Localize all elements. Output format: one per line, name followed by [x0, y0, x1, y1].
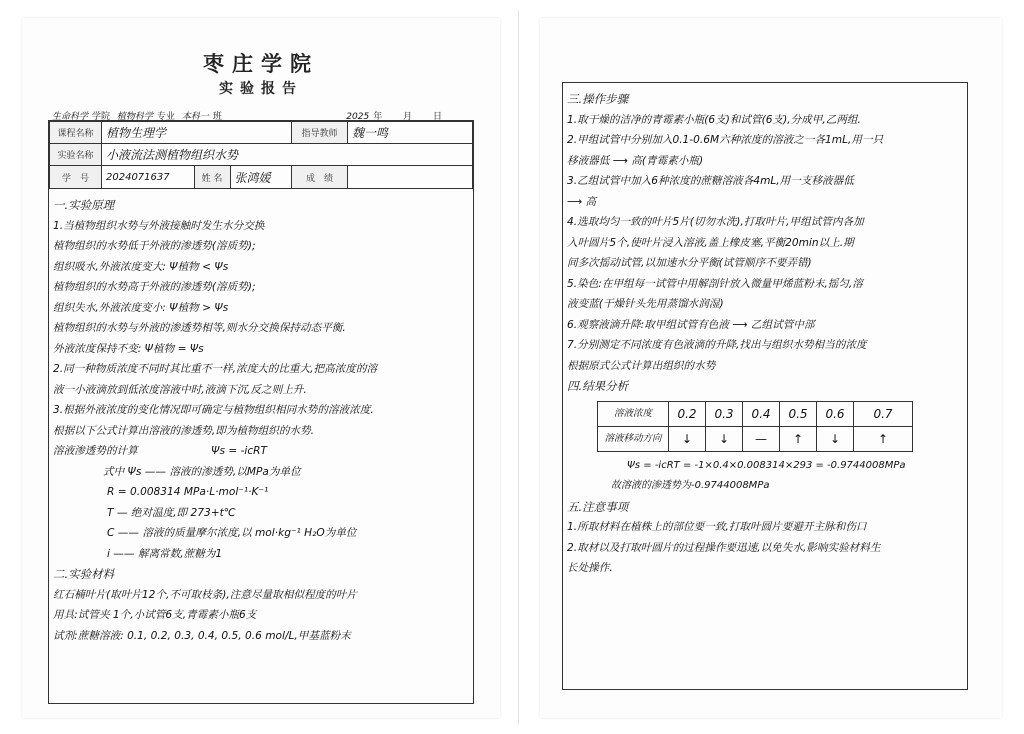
text-line: ⟶ 高 — [567, 195, 597, 208]
text-line: 植物组织的水势高于外液的渗透势(溶质势); — [53, 281, 256, 293]
month-suffix: 月 — [403, 112, 413, 122]
class-value: 本科一 — [181, 112, 209, 122]
text-line: 移液器低 ⟶ 高(青霉素小瓶) — [567, 154, 704, 167]
report-page-left — [22, 18, 500, 718]
result-cell: 0.2 — [669, 401, 706, 426]
section-heading-results: 四.结果分析 — [567, 379, 629, 393]
text-line: 外液浓度保持不变: Ψ植物 = Ψs — [53, 342, 204, 355]
college-suffix: 学院 — [92, 112, 111, 122]
report-frame-right — [562, 82, 968, 690]
procedure-section — [563, 83, 967, 579]
teacher-value: 魏一鸣 — [348, 122, 473, 144]
result-row-concentration — [598, 401, 913, 426]
year-suffix: 年 — [373, 112, 383, 122]
text-line: 7.分别测定不同浓度有色液滴的升降,找出与组织水势相当的浓度 — [567, 339, 867, 351]
section-heading-principle: 一.实验原理 — [53, 198, 115, 212]
report-frame-left — [48, 120, 474, 704]
major-suffix: 专业 — [156, 112, 175, 122]
text-line: 组织吸水,外液浓度变大: Ψ植物 < Ψs — [53, 260, 229, 273]
teacher-label: 指导教师 — [292, 122, 348, 144]
result-cell: 0.4 — [743, 401, 780, 426]
legend-line: i —— 解离常数,蔗糖为1 — [107, 547, 223, 560]
result-cell: 0.7 — [854, 401, 913, 426]
name-label: 姓 名 — [194, 166, 230, 188]
text-line: 用具:试管夹 1个,小试管6支,青霉素小瓶6支 — [53, 609, 257, 621]
name-value: 张鸿媛 — [230, 166, 291, 188]
major-value: 植物科学 — [116, 112, 153, 122]
text-line: 入叶圆片5个,使叶片浸入溶液,盖上橡皮塞,平衡20min以上.期 — [567, 236, 854, 249]
legend-line: 式中 Ψs —— 溶液的渗透势,以MPa为单位 — [103, 465, 301, 478]
result-cell: 0.5 — [780, 401, 817, 426]
school-name: 枣庄学院 — [203, 51, 319, 76]
student-id-cell — [102, 166, 292, 189]
result-cell: 0.6 — [817, 401, 854, 426]
score-value — [348, 166, 473, 189]
text-line: 4.选取均匀一致的叶片5片(切勿水洗),打取叶片,甲组试管内各加 — [567, 216, 864, 228]
legend-line: C —— 溶液的质量摩尔浓度,以 mol·kg⁻¹ H₂O为单位 — [107, 527, 357, 539]
result-cell: 0.3 — [706, 401, 743, 426]
text-line: 组织失水,外液浓度变小: Ψ植物 > Ψs — [53, 301, 229, 314]
legend-line: T — 绝对温度,即 273+t℃ — [107, 506, 236, 519]
direction-arrow: ↓ — [706, 426, 743, 451]
info-row-student — [50, 166, 473, 189]
text-line: 2.取材以及打取叶圆片的过程操作要迅速,以免失水,影响实验材料生 — [567, 541, 881, 554]
student-id-value: 2024071637 — [106, 171, 170, 183]
direction-arrow: ↑ — [854, 426, 913, 451]
text-line: 长处操作. — [567, 562, 613, 574]
section-heading-materials: 二.实验材料 — [53, 567, 115, 581]
result-table — [597, 401, 913, 452]
text-line: 植物组织的水势低于外液的渗透势(溶质势); — [53, 240, 256, 252]
direction-arrow: ↓ — [669, 426, 706, 451]
text-line: 1.所取材料在植株上的部位要一致,打取叶圆片要避开主脉和伤口 — [567, 521, 867, 533]
text-line: 红石楠叶片(取叶片12个,不可取枝条),注意尽量取相似程度的叶片 — [53, 588, 357, 601]
text-line: 液一小液滴放到低浓度溶液中时,液滴下沉,反之则上升. — [53, 383, 307, 396]
class-suffix: 班 — [212, 112, 222, 122]
text-line: 3.根据外液浓度的变化情况即可确定与植物组织相同水势的溶液浓度. — [53, 404, 374, 416]
direction-arrow: ↓ — [817, 426, 854, 451]
text-line: 根据原式公式计算出组织的水势 — [567, 359, 716, 372]
text-line: 间多次摇动试管,以加速水分平衡(试管顺序不要弄错) — [567, 257, 812, 269]
text-line: 试剂:蔗糖溶液: 0.1, 0.2, 0.3, 0.4, 0.5, 0.6 mol/L,甲基蓝粉末 — [53, 629, 351, 642]
day-suffix: 日 — [432, 112, 442, 122]
report-title: 实验报告 — [219, 81, 303, 97]
result-row-label: 溶液浓度 — [598, 401, 669, 426]
student-id-label: 学 号 — [50, 166, 102, 189]
formula: Ψs = -icRT — [211, 445, 268, 457]
info-row-course — [50, 122, 473, 144]
text-line: 3.乙组试管中加入6种浓度的蔗糖溶液各4mL,用一支移液器低 — [567, 175, 854, 187]
text-line: 植物组织的水势与外液的渗透势相等,则水分交换保持动态平衡. — [53, 322, 346, 334]
text-line: 1.取干燥的洁净的青霉素小瓶(6支)和试管(6支),分成甲,乙两组. — [567, 113, 861, 126]
legend-line: R = 0.008314 MPa·L·mol⁻¹·K⁻¹ — [107, 486, 269, 498]
text-line: 液变蓝(干燥针头先用蒸馏水润湿) — [567, 298, 724, 310]
course-value: 植物生理学 — [102, 122, 292, 144]
score-label: 成 绩 — [292, 166, 348, 189]
section-heading-procedure: 三.操作步骤 — [567, 92, 629, 106]
section-heading-notes: 五.注意事项 — [567, 499, 629, 514]
info-row-experiment — [50, 144, 473, 166]
calculation-line: Ψs = -icRT = -1×0.4×0.008314×293 = -0.9744008MPa — [627, 459, 906, 471]
text-line: 6.观察液滴升降:取甲组试管有色液 ⟶ 乙组试管中部 — [567, 318, 815, 331]
year-value: 2025 — [346, 112, 370, 122]
formula-line — [53, 441, 469, 462]
direction-arrow: — — [743, 426, 780, 451]
text-line: 2.同一种物质浓度不同时其比重不一样,浓度大的比重大,把高浓度的溶 — [53, 363, 378, 375]
result-row-direction — [598, 426, 913, 451]
result-row-label: 溶液移动方向 — [598, 426, 669, 451]
experiment-label: 实验名称 — [50, 144, 102, 166]
formula-intro: 溶液渗透势的计算 — [53, 445, 138, 457]
formula-legend — [53, 462, 469, 565]
conclusion-line: 故溶液的渗透势为-0.9744008MPa — [611, 480, 770, 491]
direction-arrow: ↑ — [780, 426, 817, 451]
text-line: 1.当植物组织水势与外液接触时发生水分交换 — [53, 219, 265, 232]
text-line: 2.甲组试管中分别加入0.1-0.6M六种浓度的溶液之一各1mL,用一只 — [567, 134, 884, 146]
info-table — [49, 121, 473, 189]
principle-section — [49, 189, 473, 646]
page-divider — [518, 10, 519, 725]
experiment-value: 小液流法测植物组织水势 — [102, 144, 473, 166]
college-value: 生命科学 — [52, 112, 89, 122]
report-page-right — [540, 18, 1002, 718]
text-line: 根据以下公式计算出溶液的渗透势,即为植物组织的水势. — [53, 424, 314, 437]
course-label: 课程名称 — [50, 122, 102, 144]
text-line: 5.染色:在甲组每一试管中用解剖针放入微量甲烯蓝粉末,摇匀,溶 — [567, 277, 863, 290]
